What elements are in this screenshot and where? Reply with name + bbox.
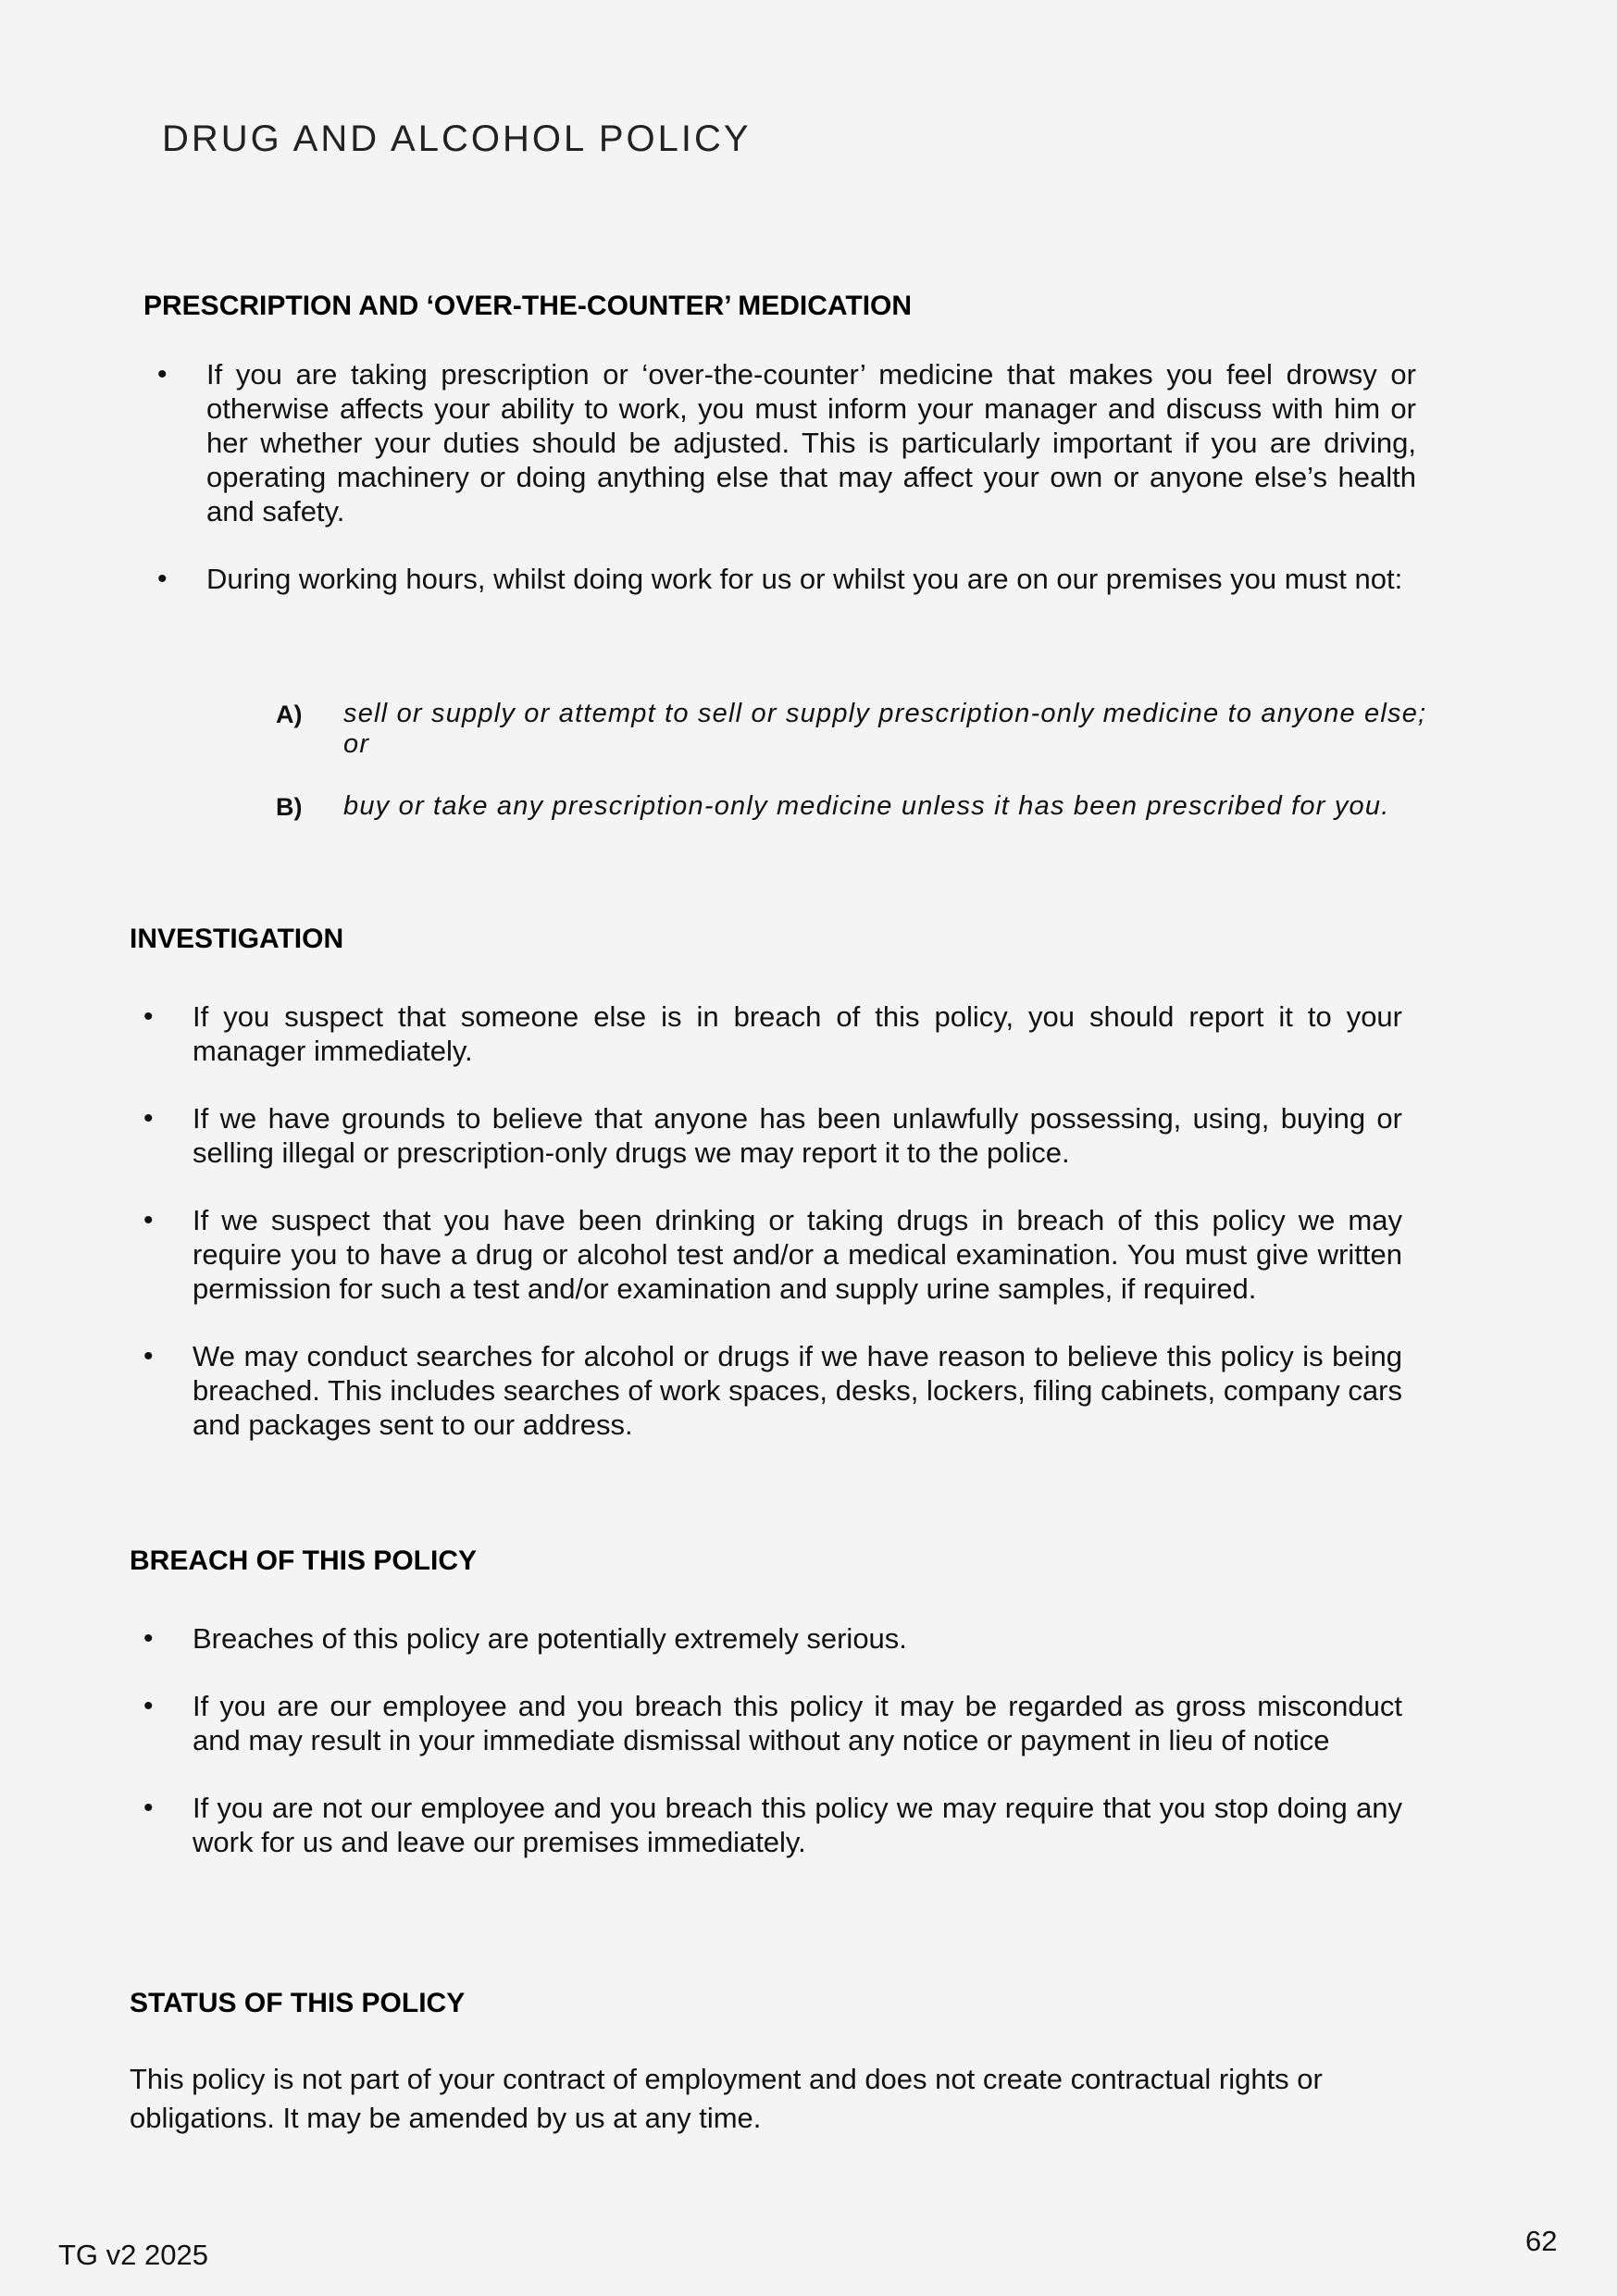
list-item: • If we have grounds to believe that anyone has been unlawfully possessing, using, buying or selling illegal or prescription-only drugs we may report it to the police. [143, 1101, 1402, 1170]
sub-item-marker: A) [276, 701, 303, 728]
footer-version: TG v2 2025 [58, 2239, 208, 2271]
breach-bullet-list [143, 1621, 1402, 1859]
section-heading-medication: PRESCRIPTION AND ‘OVER-THE-COUNTER’ MEDICATION [143, 291, 913, 321]
page-title: DRUG AND ALCOHOL POLICY [162, 118, 752, 159]
section-heading-investigation: INVESTIGATION [130, 924, 344, 954]
list-item: • If you are our employee and you breach this policy it may be regarded as gross misconduct and may result in your immediate dismissal without any notice or payment in lieu of notice [143, 1689, 1402, 1757]
status-paragraph: This policy is not part of your contract of employment and does not create contractual rights or obligations. It may be amended by us at any time. [130, 2063, 1323, 2134]
sub-item-text: buy or take any prescription-only medicine unless it has been prescribed for you. [343, 791, 1390, 821]
list-item: • During working hours, whilst doing work for us or whilst you are on our premises you must not: [157, 562, 1416, 596]
list-item: • If you are not our employee and you breach this policy we may require that you stop doing any work for us and leave our premises immediately. [143, 1791, 1402, 1859]
section-heading-breach: BREACH OF THIS POLICY [130, 1545, 478, 1576]
medication-sub-list [276, 699, 1433, 853]
sub-list-item [276, 699, 1433, 760]
medication-bullet-list [157, 357, 1416, 596]
investigation-bullet-list [143, 999, 1402, 1442]
list-item: • If you suspect that someone else is in breach of this policy, you should report it to your manager immediately. [143, 999, 1402, 1068]
list-item: • If we suspect that you have been drinking or taking drugs in breach of this policy we may require you to have a drug or alcohol test and/or a medical examination. You must give written permission for such a test and/or examination and supply urine samples, if required. [143, 1203, 1402, 1306]
list-item: • If you are taking prescription or ‘over-the-counter’ medicine that makes you feel drowsy or otherwise affects your ability to work, you must inform your manager and discuss with him or her whether your duties should be adjusted. This is particularly important if you are driving, operating machinery or doing anything else that may affect your own or anyone else’s health and safety. [157, 357, 1416, 528]
sub-item-marker: B) [276, 793, 303, 821]
list-item: • We may conduct searches for alcohol or drugs if we have reason to believe this policy is being breached. This includes searches of work spaces, desks, lockers, filing cabinets, company cars and packages sent to our address. [143, 1339, 1402, 1442]
sub-list-item [276, 791, 1433, 822]
list-item: • Breaches of this policy are potentially extremely serious. [143, 1621, 1402, 1656]
section-heading-status: STATUS OF THIS POLICY [130, 1988, 466, 2018]
page-number: 62 [1525, 2225, 1558, 2257]
sub-item-text: sell or supply or attempt to sell or supply prescription-only medicine to anyone else; or [343, 699, 1427, 759]
